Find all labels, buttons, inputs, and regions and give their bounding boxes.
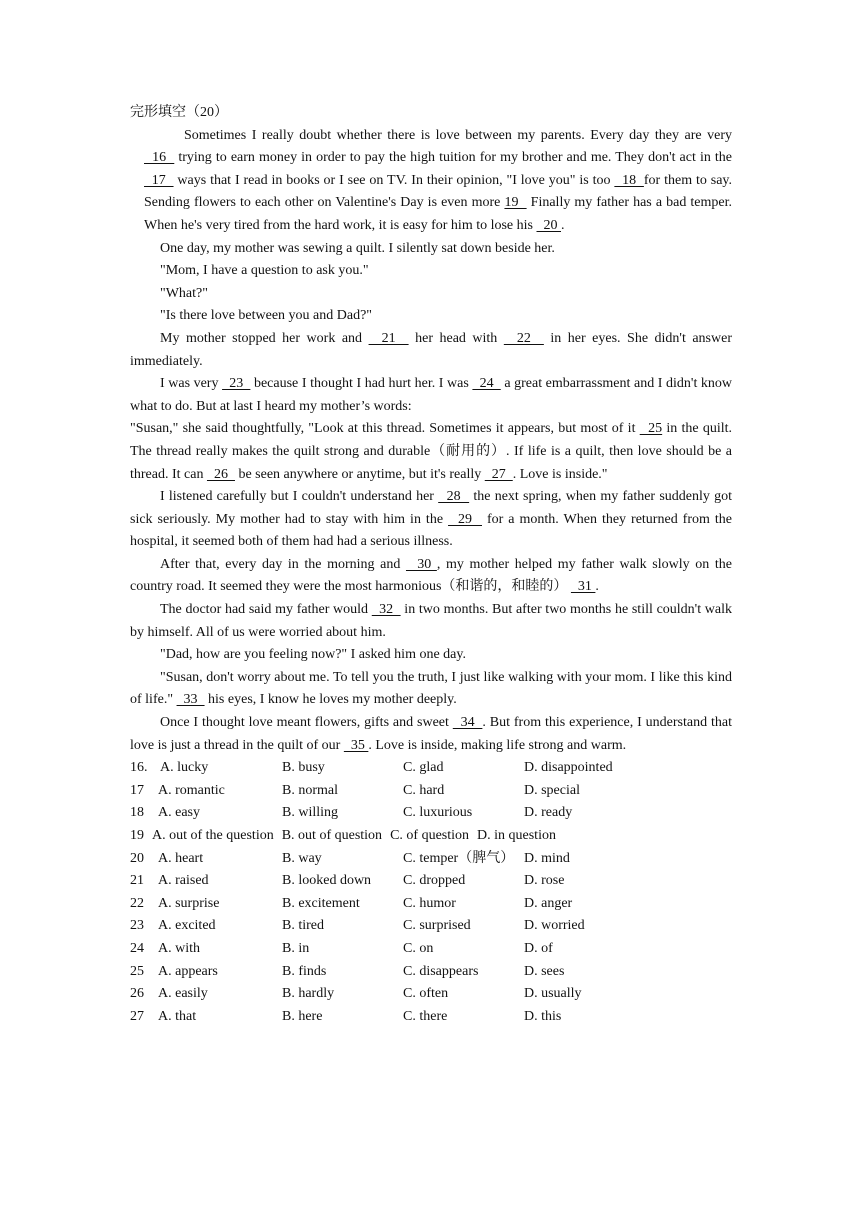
text: . [561,217,565,233]
option-d: D. usually [524,986,582,1002]
option-c: C. hard [403,782,445,798]
section-heading: 完形填空（20） [130,105,228,120]
text: "Susan," she said thoughtfully, "Look at this thread. Sometimes it appears, but most of it [130,421,640,437]
question-number: 27 [130,1008,144,1024]
text: . Love is inside, making life strong and warm. [368,737,627,753]
option-a: A. raised [158,873,209,889]
option-b: B. out of question [281,828,383,843]
passage-paragraph-12: "Dad, how are you feeling now?" I asked him one day. [160,647,466,663]
text: The doctor had said my father would [160,602,372,618]
option-c: C. disappears [403,963,479,979]
option-b: B. hardly [282,986,335,1002]
passage-paragraph-14 [130,712,732,757]
question-number: 18 [130,805,144,821]
option-row-18 [130,802,732,825]
text: a great embarrassment and I didn't know what to do. But at last I heard my mother’s words: [130,376,733,414]
option-c: C. there [403,1008,448,1024]
option-c: C. luxurious [403,805,473,821]
blank-19: 19 [504,195,527,211]
option-b: B. willing [282,805,339,821]
blank-25: 25 [639,421,663,437]
text: , my mother helped my father walk slowly on the country road. It seemed they were the most harmonious（和谐的，和睦的） [130,556,732,595]
option-d: D. rose [524,873,565,889]
blank-28: 28 [438,489,470,505]
text: because I thought I had hurt her. I was [250,376,473,392]
option-row-25 [130,961,732,984]
text: in the quilt. The thread really makes the quilt strong and durable（耐用的）. If life is a quilt, then love should be a thread. It can [130,421,732,482]
option-a: A. with [158,940,200,956]
blank-31: 31 [570,579,596,595]
blank-30: 30 [405,556,437,572]
option-c: C. on [403,940,434,956]
text: ways that I read in books or I see on TV. In their opinion, "I love you" is too [173,172,615,188]
option-c: C. often [403,986,449,1002]
passage-paragraph-4: "What?" [160,285,208,301]
option-row-20 [130,848,732,871]
option-b: B. looked down [282,873,372,889]
question-number: 23 [130,918,144,934]
text: . Love is inside." [512,466,608,482]
text: the next spring, when my father suddenly got sick seriously. My mother had to stay with him in the [130,489,732,527]
option-b: B. here [282,1008,323,1024]
blank-24: 24 [472,376,501,392]
text: trying to earn money in order to pay the high tuition for my brother and me. They don't act in the [174,150,733,166]
option-row-22 [130,893,732,916]
question-number: 19 [130,828,144,843]
passage-paragraph-1 [130,125,732,238]
option-b: B. excitement [282,895,360,911]
option-d: D. of [524,940,553,956]
text: his eyes, I know he loves my mother deeply. [204,692,457,708]
question-number: 16. [130,760,148,776]
option-d: D. this [524,1008,562,1024]
question-number: 26 [130,986,144,1002]
text: . But from this experience, I understand that love is just a thread in the quilt of our [130,715,732,753]
passage-paragraph-2: One day, my mother was sewing a quilt. I silently sat down beside her. [160,240,555,256]
blank-23: 23 [222,376,251,392]
option-d: D. worried [524,918,585,934]
blank-32: 32 [371,602,401,618]
option-c: C. temper（脾气） [403,850,515,866]
option-b: B. normal [282,782,338,798]
blank-35: 35 [343,737,369,753]
option-a: A. excited [158,918,216,934]
option-b: B. tired [282,918,324,934]
text: her head with [408,330,504,346]
option-d: D. ready [524,805,573,821]
option-c: C. surprised [403,918,471,934]
passage-paragraph-3: "Mom, I have a question to ask you." [160,263,369,279]
answer-options [130,757,732,1028]
option-row-16 [130,757,732,780]
cloze-document [130,102,732,1028]
text: After that, every day in the morning and [160,556,406,572]
passage-paragraph-13 [130,667,732,712]
option-a: A. appears [158,963,218,979]
option-d: D. in question [477,828,556,843]
passage-paragraph-6 [130,328,732,373]
question-number: 20 [130,850,144,866]
question-number: 17 [130,782,144,798]
question-number: 25 [130,963,144,979]
option-row-26 [130,983,732,1006]
option-row-27 [130,1006,732,1029]
blank-26: 26 [206,466,235,482]
blank-34: 34 [452,715,483,731]
text: Finally my father has a bad temper. When he's very tired from the hard work, it is easy for him to lose his [144,195,732,233]
option-row-19 [130,825,732,848]
option-a: A. romantic [158,782,225,798]
option-d: D. anger [524,895,573,911]
question-number: 24 [130,940,144,956]
option-a: A. out of the question [152,828,274,843]
option-b: B. in [282,940,310,956]
blank-20: 20 [536,217,561,233]
blank-33: 33 [176,692,205,708]
option-c: C. dropped [403,873,466,889]
passage-paragraph-9 [130,486,732,554]
text: "Susan, don't worry about me. To tell you the truth, I just like walking with your mom. I like this kind of life." [130,669,732,708]
option-row-24 [130,938,732,961]
option-a: A. surprise [158,895,220,911]
passage-paragraph-5: "Is there love between you and Dad?" [160,308,373,324]
option-row-17 [130,780,732,803]
option-c: C. glad [403,760,444,776]
option-b: B. way [282,850,322,866]
option-b: B. finds [282,963,327,979]
blank-27: 27 [484,466,513,482]
option-c: C. humor [403,895,456,911]
option-a: A. heart [158,850,204,866]
text: in her eyes. She didn't answer immediately. [130,330,732,369]
option-a: A. lucky [160,760,209,776]
text: for them to say. Sending flowers to each other on Valentine's Day is even more [144,172,732,211]
passage-paragraph-10 [130,554,732,599]
passage-paragraph-7 [130,373,732,418]
text: I listened carefully but I couldn't understand her [160,489,439,505]
blank-17: 17 [144,172,174,188]
option-a: A. that [158,1008,197,1024]
text: . [595,579,599,595]
option-row-21 [130,870,732,893]
option-d: D. disappointed [524,760,613,776]
blank-22: 22 [503,330,544,346]
blank-16: 16 [144,150,175,166]
blank-29: 29 [448,511,482,527]
option-b: B. busy [282,760,325,776]
text: My mother stopped her work and [160,330,369,346]
blank-18: 18 [614,172,644,188]
text: in two months. But after two months he still couldn't walk by himself. All of us were worried about him. [130,602,733,640]
option-d: D. special [524,782,580,798]
option-row-23 [130,915,732,938]
option-d: D. sees [524,963,565,979]
text: Once I thought love meant flowers, gifts and sweet [160,715,453,731]
question-number: 22 [130,895,144,911]
text: Sometimes I really doubt whether there is love between my parents. Every day they are very [184,127,732,143]
blank-21: 21 [368,330,409,346]
text: I was very [160,376,223,392]
passage-paragraph-11 [130,599,732,644]
option-c: C. of question [390,828,470,843]
option-a: A. easy [158,805,200,821]
passage-paragraph-8 [130,418,732,486]
option-a: A. easily [158,986,208,1002]
option-d: D. mind [524,850,570,866]
question-number: 21 [130,873,144,889]
text: be seen anywhere or anytime, but it's really [234,466,485,482]
text: for a month. When they returned from the hospital, it seemed both of them had had a serious illness. [130,511,732,550]
